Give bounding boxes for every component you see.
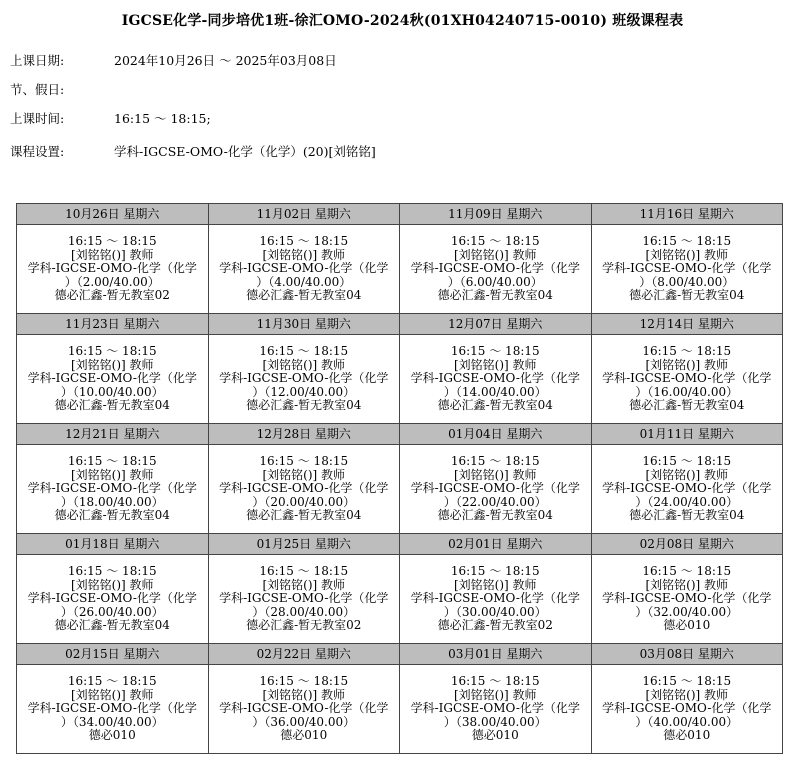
schedule-date-row [17, 534, 783, 555]
lesson-room: 德必汇鑫-暂无教室04 [629, 398, 745, 413]
lesson-course: 学科-IGCSE-OMO-化学（化学 [219, 701, 389, 716]
lesson-course: 学科-IGCSE-OMO-化学（化学 [410, 481, 580, 496]
lesson-room: 德必汇鑫-暂无教室04 [54, 398, 170, 413]
lesson-time: 16:15 ～ 18:15 [67, 564, 157, 579]
lesson-cell [591, 225, 783, 314]
lesson-cell [400, 665, 592, 754]
lesson-progress: ）（14.00/40.00） [443, 384, 547, 399]
lesson-time: 16:15 ～ 18:15 [67, 454, 157, 469]
info-label: 上课时间: [10, 111, 65, 126]
lesson-date: 12月28日 星期六 [208, 424, 400, 445]
lesson-time: 16:15 ～ 18:15 [67, 234, 157, 249]
lesson-teacher: [刘铭铭()] 教师 [453, 687, 537, 702]
lesson-date: 11月23日 星期六 [17, 314, 209, 335]
info-row-time [10, 109, 211, 127]
lesson-room: 德必汇鑫-暂无教室04 [629, 288, 745, 303]
lesson-course: 学科-IGCSE-OMO-化学（化学 [27, 371, 197, 386]
lesson-progress: ）（34.00/40.00） [60, 714, 164, 729]
lesson-teacher: [刘铭铭()] 教师 [453, 467, 537, 482]
lesson-cell [208, 555, 400, 644]
lesson-teacher: [刘铭铭()] 教师 [262, 247, 346, 262]
lesson-date: 12月21日 星期六 [17, 424, 209, 445]
lesson-course: 学科-IGCSE-OMO-化学（化学 [219, 481, 389, 496]
info-label: 上课日期: [10, 53, 65, 68]
lesson-date: 01月25日 星期六 [208, 534, 400, 555]
lesson-cell [400, 555, 592, 644]
lesson-date: 03月01日 星期六 [400, 644, 592, 665]
lesson-progress: ）（18.00/40.00） [60, 494, 164, 509]
lesson-time: 16:15 ～ 18:15 [259, 234, 349, 249]
lesson-progress: ）（26.00/40.00） [60, 604, 164, 619]
lesson-course: 学科-IGCSE-OMO-化学（化学 [27, 481, 197, 496]
lesson-date: 12月07日 星期六 [400, 314, 592, 335]
lesson-progress: ）（36.00/40.00） [252, 714, 356, 729]
lesson-progress: ）（30.00/40.00） [443, 604, 547, 619]
lesson-course: 学科-IGCSE-OMO-化学（化学 [602, 481, 772, 496]
lesson-room: 德必汇鑫-暂无教室04 [437, 288, 553, 303]
info-row-course [10, 142, 376, 160]
lesson-cell [17, 445, 209, 534]
lesson-teacher: [刘铭铭()] 教师 [645, 467, 729, 482]
lesson-time: 16:15 ～ 18:15 [259, 674, 349, 689]
lesson-cell [17, 555, 209, 644]
info-label: 节、假日: [10, 82, 65, 97]
lesson-teacher: [刘铭铭()] 教师 [70, 467, 154, 482]
lesson-teacher: [刘铭铭()] 教师 [453, 357, 537, 372]
lesson-teacher: [刘铭铭()] 教师 [453, 577, 537, 592]
schedule-lesson-row [17, 555, 783, 644]
lesson-course: 学科-IGCSE-OMO-化学（化学 [219, 371, 389, 386]
lesson-teacher: [刘铭铭()] 教师 [645, 247, 729, 262]
lesson-time: 16:15 ～ 18:15 [450, 344, 540, 359]
lesson-cell [400, 335, 592, 424]
lesson-cell [208, 335, 400, 424]
lesson-teacher: [刘铭铭()] 教师 [262, 577, 346, 592]
info-value: 学科-IGCSE-OMO-化学（化学）(20)[刘铭铭] [114, 144, 376, 159]
lesson-teacher: [刘铭铭()] 教师 [645, 577, 729, 592]
lesson-room: 德必汇鑫-暂无教室04 [629, 508, 745, 523]
lesson-teacher: [刘铭铭()] 教师 [70, 247, 154, 262]
lesson-time: 16:15 ～ 18:15 [642, 234, 732, 249]
lesson-course: 学科-IGCSE-OMO-化学（化学 [219, 261, 389, 276]
lesson-room: 德必010 [280, 728, 328, 743]
schedule-lesson-row [17, 665, 783, 754]
lesson-progress: ）（20.00/40.00） [252, 494, 356, 509]
info-value: 2024年10月26日 ～ 2025年03月08日 [114, 53, 337, 68]
lesson-time: 16:15 ～ 18:15 [450, 234, 540, 249]
lesson-progress: ）（28.00/40.00） [252, 604, 356, 619]
lesson-time: 16:15 ～ 18:15 [67, 344, 157, 359]
lesson-cell [591, 335, 783, 424]
schedule-date-row [17, 644, 783, 665]
lesson-teacher: [刘铭铭()] 教师 [645, 357, 729, 372]
lesson-cell [17, 665, 209, 754]
lesson-room: 德必010 [663, 728, 711, 743]
lesson-teacher: [刘铭铭()] 教师 [262, 467, 346, 482]
lesson-cell [208, 445, 400, 534]
lesson-teacher: [刘铭铭()] 教师 [70, 357, 154, 372]
lesson-room: 德必汇鑫-暂无教室04 [54, 508, 170, 523]
lesson-course: 学科-IGCSE-OMO-化学（化学 [27, 261, 197, 276]
lesson-room: 德必汇鑫-暂无教室04 [437, 398, 553, 413]
lesson-course: 学科-IGCSE-OMO-化学（化学 [602, 591, 772, 606]
lesson-time: 16:15 ～ 18:15 [642, 674, 732, 689]
lesson-teacher: [刘铭铭()] 教师 [262, 687, 346, 702]
lesson-progress: ）（32.00/40.00） [635, 604, 739, 619]
lesson-cell [591, 665, 783, 754]
lesson-date: 11月02日 星期六 [208, 204, 400, 225]
lesson-date: 03月08日 星期六 [591, 644, 783, 665]
schedule-date-row [17, 314, 783, 335]
lesson-time: 16:15 ～ 18:15 [67, 674, 157, 689]
lesson-teacher: [刘铭铭()] 教师 [262, 357, 346, 372]
lesson-time: 16:15 ～ 18:15 [642, 564, 732, 579]
page-title: IGCSE化学-同步培优1班-徐汇OMO-2024秋(01XH04240715-0010) 班级课程表 [121, 13, 684, 29]
lesson-progress: ）（12.00/40.00） [252, 384, 356, 399]
lesson-date: 10月26日 星期六 [17, 204, 209, 225]
lesson-time: 16:15 ～ 18:15 [450, 564, 540, 579]
lesson-room: 德必汇鑫-暂无教室04 [246, 508, 362, 523]
schedule-date-row [17, 204, 783, 225]
lesson-room: 德必汇鑫-暂无教室04 [437, 508, 553, 523]
lesson-cell [17, 335, 209, 424]
lesson-teacher: [刘铭铭()] 教师 [645, 687, 729, 702]
lesson-course: 学科-IGCSE-OMO-化学（化学 [602, 371, 772, 386]
lesson-date: 02月22日 星期六 [208, 644, 400, 665]
lesson-date: 11月30日 星期六 [208, 314, 400, 335]
lesson-date: 01月11日 星期六 [591, 424, 783, 445]
lesson-time: 16:15 ～ 18:15 [259, 564, 349, 579]
lesson-progress: ）（10.00/40.00） [60, 384, 164, 399]
lesson-course: 学科-IGCSE-OMO-化学（化学 [410, 371, 580, 386]
lesson-cell [208, 225, 400, 314]
info-row-dates [10, 51, 337, 69]
lesson-room: 德必010 [88, 728, 136, 743]
lesson-course: 学科-IGCSE-OMO-化学（化学 [27, 591, 197, 606]
lesson-cell [400, 445, 592, 534]
lesson-course: 学科-IGCSE-OMO-化学（化学 [410, 261, 580, 276]
lesson-progress: ）（4.00/40.00） [256, 274, 352, 289]
lesson-progress: ）（24.00/40.00） [635, 494, 739, 509]
lesson-room: 德必汇鑫-暂无教室02 [54, 288, 170, 303]
lesson-cell [400, 225, 592, 314]
lesson-room: 德必汇鑫-暂无教室04 [246, 398, 362, 413]
lesson-date: 02月01日 星期六 [400, 534, 592, 555]
lesson-room: 德必汇鑫-暂无教室02 [246, 618, 362, 633]
lesson-date: 01月04日 星期六 [400, 424, 592, 445]
lesson-date: 11月16日 星期六 [591, 204, 783, 225]
lesson-cell [591, 555, 783, 644]
lesson-cell [208, 665, 400, 754]
lesson-room: 德必汇鑫-暂无教室04 [246, 288, 362, 303]
lesson-date: 01月18日 星期六 [17, 534, 209, 555]
lesson-room: 德必010 [471, 728, 519, 743]
schedule-lesson-row [17, 335, 783, 424]
info-value: 16:15 ～ 18:15; [114, 111, 211, 126]
lesson-date: 02月15日 星期六 [17, 644, 209, 665]
info-row-holidays [10, 80, 114, 98]
lesson-course: 学科-IGCSE-OMO-化学（化学 [410, 701, 580, 716]
lesson-time: 16:15 ～ 18:15 [642, 344, 732, 359]
lesson-room: 德必汇鑫-暂无教室02 [437, 618, 553, 633]
lesson-time: 16:15 ～ 18:15 [259, 454, 349, 469]
lesson-course: 学科-IGCSE-OMO-化学（化学 [219, 591, 389, 606]
lesson-room: 德必汇鑫-暂无教室04 [54, 618, 170, 633]
lesson-room: 德必010 [663, 618, 711, 633]
lesson-cell [591, 445, 783, 534]
lesson-date: 02月08日 星期六 [591, 534, 783, 555]
lesson-progress: ）（38.00/40.00） [443, 714, 547, 729]
lesson-course: 学科-IGCSE-OMO-化学（化学 [602, 261, 772, 276]
lesson-date: 12月14日 星期六 [591, 314, 783, 335]
schedule-lesson-row [17, 225, 783, 314]
lesson-progress: ）（40.00/40.00） [635, 714, 739, 729]
lesson-course: 学科-IGCSE-OMO-化学（化学 [602, 701, 772, 716]
schedule-date-row [17, 424, 783, 445]
lesson-course: 学科-IGCSE-OMO-化学（化学 [410, 591, 580, 606]
info-label: 课程设置: [10, 144, 65, 159]
lesson-progress: ）（8.00/40.00） [639, 274, 735, 289]
schedule-table [16, 203, 783, 754]
lesson-progress: ）（6.00/40.00） [447, 274, 543, 289]
lesson-progress: ）（2.00/40.00） [64, 274, 160, 289]
lesson-teacher: [刘铭铭()] 教师 [70, 577, 154, 592]
lesson-teacher: [刘铭铭()] 教师 [70, 687, 154, 702]
lesson-time: 16:15 ～ 18:15 [450, 674, 540, 689]
lesson-time: 16:15 ～ 18:15 [642, 454, 732, 469]
schedule-lesson-row [17, 445, 783, 534]
lesson-time: 16:15 ～ 18:15 [450, 454, 540, 469]
lesson-teacher: [刘铭铭()] 教师 [453, 247, 537, 262]
lesson-course: 学科-IGCSE-OMO-化学（化学 [27, 701, 197, 716]
lesson-date: 11月09日 星期六 [400, 204, 592, 225]
lesson-progress: ）（22.00/40.00） [443, 494, 547, 509]
lesson-progress: ）（16.00/40.00） [635, 384, 739, 399]
lesson-cell [17, 225, 209, 314]
lesson-time: 16:15 ～ 18:15 [259, 344, 349, 359]
